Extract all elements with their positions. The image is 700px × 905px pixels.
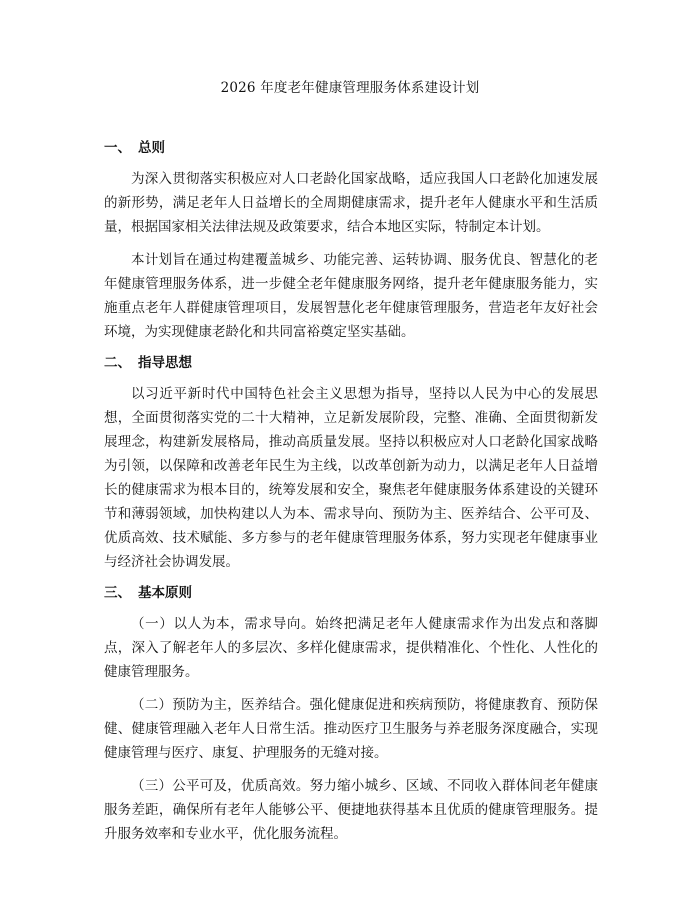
paragraph: （一）以人为本，需求导向。始终把满足老年人健康需求作为出发点和落脚点，深入了解老年人的多层次、多样化健康需求，提供精准化、个性化、人性化的健康管理服务。 — [104, 616, 598, 680]
paragraph: 以习近平新时代中国特色社会主义思想为指导，坚持以人民为中心的发展思想，全面贯彻落实党的二十大精神，立足新发展阶段，完整、准确、全面贯彻新发展理念，构建新发展格局，推动高质量发展。坚持以积极应对人口老龄化国家战略为引领，以保障和改善老年民生为主线，以改革创新为动力，以满足老年人日益增长的健康需求为根本目的，统筹发展和安全，聚焦老年健康服务体系建设的关键环节和薄弱领域，加快构建以人为本、需求导向、预防为主、医养结合、公平可及、优质高效、技术赋能、多方参与的老年健康管理服务体系，努力实现老年健康事业与经济社会协调发展。 — [104, 386, 598, 570]
section-number: 三、 — [104, 585, 131, 601]
section-heading — [104, 138, 598, 158]
document-title: 2026 年度老年健康管理服务体系建设计划 — [220, 80, 480, 96]
section-number: 二、 — [104, 355, 131, 371]
section-number: 一、 — [104, 140, 131, 156]
section-heading — [104, 353, 598, 373]
section-title: 指导思想 — [138, 355, 192, 371]
section-general — [104, 138, 598, 344]
section-guiding-thought — [104, 353, 598, 574]
section-heading — [104, 583, 598, 603]
paragraph: （三）公平可及，优质高效。努力缩小城乡、区域、不同收入群体间老年健康服务差距，确保所有老年人能够公平、便捷地获得基本且优质的健康管理服务。提升服务效率和专业水平，优化服务流程。 — [104, 778, 598, 842]
section-title: 基本原则 — [138, 585, 192, 601]
section-title: 总则 — [138, 140, 165, 156]
paragraph: 为深入贯彻落实积极应对人口老龄化国家战略，适应我国人口老龄化加速发展的新形势，满足老年人日益增长的全周期健康需求，提升老年人健康水平和生活质量，根据国家相关法律法规及政策要求，结合本地区实际，特制定本计划。 — [104, 171, 598, 235]
paragraph: 本计划旨在通过构建覆盖城乡、功能完善、运转协调、服务优良、智慧化的老年健康管理服务体系，进一步健全老年健康服务网络，提升老年健康服务能力，实施重点老年人群健康管理项目，发展智慧化老年健康管理服务，营造老年友好社会环境，为实现健康老龄化和共同富裕奠定坚实基础。 — [104, 252, 598, 340]
paragraph: （二）预防为主，医养结合。强化健康促进和疾病预防，将健康教育、预防保健、健康管理融入老年人日常生活。推动医疗卫生服务与养老服务深度融合，实现健康管理与医疗、康复、护理服务的无缝对接。 — [104, 697, 598, 761]
document-body — [104, 138, 598, 855]
section-basic-principles — [104, 583, 598, 846]
